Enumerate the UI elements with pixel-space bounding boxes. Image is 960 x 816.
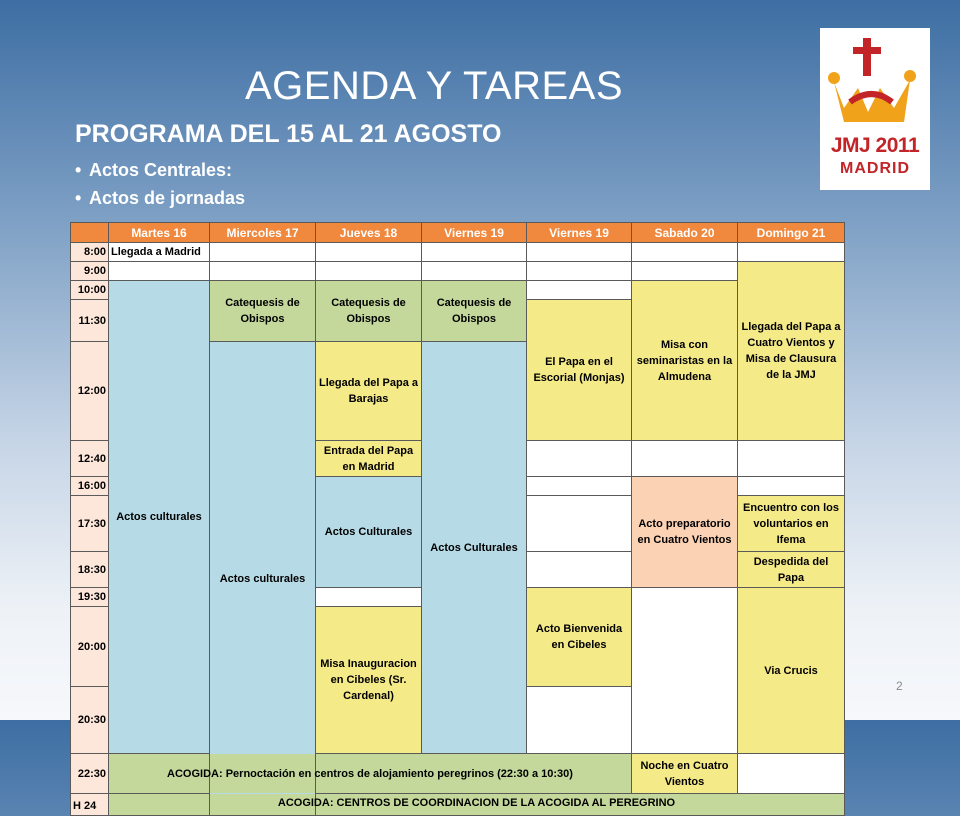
event-cell: Actos Culturales	[422, 342, 527, 754]
table-row	[71, 281, 845, 300]
empty-cell	[632, 262, 738, 281]
page-title: AGENDA Y TAREAS	[245, 64, 624, 108]
event-cell: Llegada del Papa a Barajas	[316, 342, 422, 441]
empty-cell	[738, 243, 845, 262]
event-cell: Misa con seminaristas en la Almudena	[632, 281, 738, 441]
event-cell: ACOGIDA: CENTROS DE COORDINACION DE LA ACOGIDA AL PEREGRINO	[109, 794, 845, 816]
empty-cell	[632, 588, 738, 754]
event-cell: Catequesis de Obispos	[316, 281, 422, 342]
logo-city: MADRID	[840, 160, 910, 177]
empty-cell	[738, 441, 845, 477]
empty-cell	[109, 262, 210, 281]
empty-cell	[632, 441, 738, 477]
bullet-icon: •	[75, 160, 82, 180]
time-cell: H 24	[71, 794, 109, 816]
col-header: Martes 16	[109, 223, 210, 243]
event-cell: Encuentro con los voluntarios en Ifema	[738, 496, 845, 552]
bullet-item	[75, 184, 245, 212]
event-cell: Actos culturales	[109, 281, 210, 754]
time-cell: 11:30	[71, 300, 109, 342]
col-header: Domingo 21	[738, 223, 845, 243]
time-cell: 10:00	[71, 281, 109, 300]
event-cell: Noche en Cuatro Vientos	[632, 754, 738, 794]
empty-cell	[527, 262, 632, 281]
event-cell: Llegada del Papa a Cuatro Vientos y Misa de Clausura de la JMJ	[738, 262, 845, 441]
event-cell: El Papa en el Escorial (Monjas)	[527, 300, 632, 441]
time-cell: 12:40	[71, 441, 109, 477]
table-row	[71, 243, 845, 262]
time-cell: 12:00	[71, 342, 109, 441]
empty-cell	[527, 552, 632, 588]
event-cell: Acto Bienvenida en Cibeles	[527, 588, 632, 687]
time-cell: 16:00	[71, 477, 109, 496]
empty-cell	[210, 243, 316, 262]
empty-cell	[527, 496, 632, 552]
empty-cell	[210, 262, 316, 281]
event-cell: Via Crucis	[738, 588, 845, 754]
empty-cell	[316, 243, 422, 262]
time-cell: 19:30	[71, 588, 109, 607]
time-cell: 9:00	[71, 262, 109, 281]
empty-cell	[527, 243, 632, 262]
bullet-text: Actos de jornadas	[89, 188, 246, 208]
header-row	[71, 223, 845, 243]
bullet-item	[75, 156, 245, 184]
empty-cell	[527, 281, 632, 300]
corner-cell	[71, 223, 109, 243]
col-header: Sabado 20	[632, 223, 738, 243]
empty-cell	[422, 243, 527, 262]
empty-cell	[316, 262, 422, 281]
event-cell: Actos Culturales	[316, 477, 422, 588]
event-cell: Despedida del Papa	[738, 552, 845, 588]
event-cell: Acto preparatorio en Cuatro Vientos	[632, 477, 738, 588]
empty-cell	[316, 588, 422, 607]
empty-cell	[527, 477, 632, 496]
col-header: Miercoles 17	[210, 223, 316, 243]
empty-cell	[738, 754, 845, 794]
event-cell: Catequesis de Obispos	[210, 281, 316, 342]
logo-text: JMJ 2011	[830, 134, 920, 157]
crown-cross-icon	[820, 28, 930, 134]
col-header: Viernes 19	[422, 223, 527, 243]
time-cell: 8:00	[71, 243, 109, 262]
bullet-list	[75, 156, 245, 212]
event-cell: Actos culturales	[210, 342, 316, 816]
empty-cell	[527, 441, 632, 477]
time-cell: 18:30	[71, 552, 109, 588]
table-row	[71, 262, 845, 281]
col-header: Jueves 18	[316, 223, 422, 243]
empty-cell	[738, 477, 845, 496]
empty-cell	[632, 243, 738, 262]
event-cell: Catequesis de Obispos	[422, 281, 527, 342]
empty-cell	[422, 262, 527, 281]
bullet-text: Actos Centrales:	[89, 160, 233, 180]
time-cell: 17:30	[71, 496, 109, 552]
time-cell: 20:30	[71, 687, 109, 754]
event-cell: Entrada del Papa en Madrid	[316, 441, 422, 477]
bullet-icon: •	[75, 188, 82, 208]
empty-cell	[527, 687, 632, 754]
table-row	[71, 794, 845, 816]
event-cell: ACOGIDA: Pernoctación en centros de alojamiento peregrinos (22:30 a 10:30)	[109, 754, 632, 794]
jmj-logo	[820, 28, 930, 190]
col-header: Viernes 19	[527, 223, 632, 243]
page-number: 2	[896, 679, 903, 693]
event-cell: Llegada a Madrid	[109, 243, 210, 262]
agenda-table	[70, 222, 845, 816]
event-cell: Misa Inauguracion en Cibeles (Sr. Cardenal)	[316, 607, 422, 754]
time-cell: 20:00	[71, 607, 109, 687]
program-subtitle: PROGRAMA DEL 15 AL 21 AGOSTO	[75, 120, 502, 148]
time-cell: 22:30	[71, 754, 109, 794]
table-row	[71, 754, 845, 794]
